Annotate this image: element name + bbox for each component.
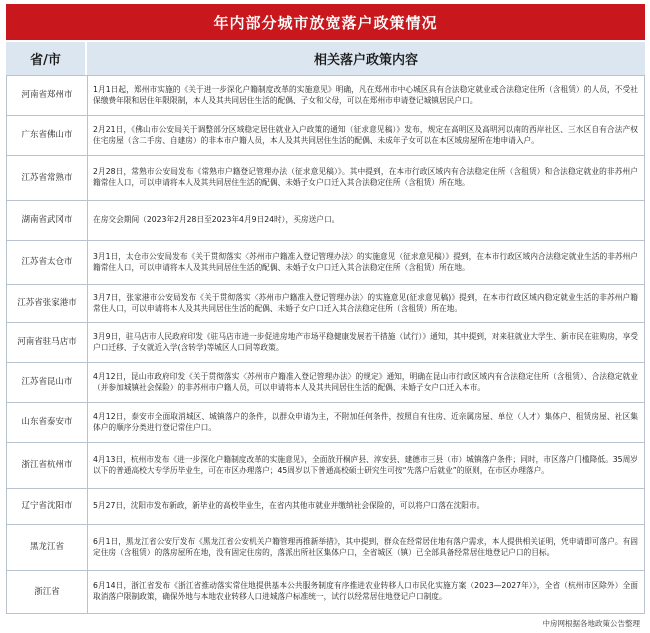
- table-row: [7, 443, 645, 489]
- policy-table: [6, 75, 645, 614]
- table-row: [7, 156, 645, 201]
- row-policy-text: 2月21日，《佛山市公安局关于调整部分区域稳定居住就业入户政策的通知（征求意见稿）》发布，规定在高明区及高明河以南的西岸社区、三水区自有合法产权住宅房屋（含二手房、自建房）的非本市户籍人员，本人及其共同居住生活的配偶、未成年子女可以在本区域房屋所在地申请入户。: [88, 116, 645, 156]
- row-policy-text: 3月7日，张家港市公安局发布《关于贯彻落实〈苏州市户籍准入登记管理办法〉的实施意见(征求意见稿)》提到，在本市行政区域内稳定就业生活的非苏州户籍常住人口，可以申请将本人及其共同居住生活的配偶、未婚子女户口迁入其合法稳定住所（含租赁）所在地。: [88, 285, 645, 323]
- row-city: 浙江省杭州市: [7, 443, 88, 489]
- row-city: 江苏省太仓市: [7, 241, 88, 285]
- table-row: [7, 363, 645, 403]
- row-city: 江苏省张家港市: [7, 285, 88, 323]
- row-policy-text: 在房交会期间（2023年2月28日至2023年4月9日24时），买房送户口。: [88, 201, 645, 241]
- row-city: 浙江省: [7, 571, 88, 614]
- row-policy-text: 4月13日，杭州市发布《进一步深化户籍制度改革的实施意见》，全面放开桐庐县、淳安县、建德市三县（市）城镇落户条件；同时，市区落户门槛降低。35周岁以下的普通高校大专学历毕业生，可在市区办理落户；45周岁以下普通高校硕士研究生可按“先落户后就业”的原则，在市区办理落户。: [88, 443, 645, 489]
- header-city: 省/市: [6, 42, 87, 75]
- table-header: [6, 42, 645, 75]
- table-row: [7, 201, 645, 241]
- row-city: 山东省泰安市: [7, 403, 88, 443]
- row-city: 江苏省昆山市: [7, 363, 88, 403]
- row-policy-text: 1月1日起，郑州市实施的《关于进一步深化户籍制度改革的实施意见》明确，凡在郑州市中心城区具有合法稳定就业或合法稳定住所（含租赁）的人员，不受社保缴费年限和居住年限限制，本人及其共同居住生活的配偶、子女和父母，可以在郑州市申请登记城镇居民户口。: [88, 76, 645, 116]
- row-policy-text: 3月1日，太仓市公安局发布《关于贯彻落实〈苏州市户籍准入登记管理办法〉的实施意见（征求意见稿）》提到，在本市行政区域内合法稳定就业生活的非苏州户籍常住人口，可以申请将本人及其共同居住生活的配偶、未婚子女户口迁入其合法稳定住所（含租赁）所在地。: [88, 241, 645, 285]
- row-city: 河南省驻马店市: [7, 323, 88, 363]
- table-row: [7, 489, 645, 525]
- page-title: 年内部分城市放宽落户政策情况: [6, 4, 645, 40]
- table-row: [7, 323, 645, 363]
- row-policy-text: 6月14日，浙江省发布《浙江省推动落实常住地提供基本公共服务制度有序推进农业转移人口市民化实施方案（2023—2027年）》，全省（杭州市区除外）全面取消落户限制政策，确保外地与本地农业转移人口进城落户标准统一，试行以经常居住地登记户口制度。: [88, 571, 645, 614]
- table-row: [7, 525, 645, 571]
- table-row: [7, 403, 645, 443]
- table-row: [7, 76, 645, 116]
- table-row: [7, 116, 645, 156]
- row-city: 湖南省武冈市: [7, 201, 88, 241]
- row-city: 河南省郑州市: [7, 76, 88, 116]
- row-city: 江苏省常熟市: [7, 156, 88, 201]
- row-policy-text: 4月12日，泰安市全面取消城区、城镇落户的条件，以群众申请为主，不附加任何条件，按照自有住房、近亲属房屋、单位（人才）集体户、租赁房屋、社区集体户的顺序分类进行登记常住户口。: [88, 403, 645, 443]
- row-policy-text: 2月28日，常熟市公安局发布《常熟市户籍登记管理办法（征求意见稿）》。其中提到，在本市行政区域内有合法稳定住所（含租赁）和合法稳定就业的非苏州户籍常住人口，可以申请将本人及其共同居住生活的配偶、未婚子女户口迁入其合法稳定住所（含租赁）所在地。: [88, 156, 645, 201]
- policy-infographic: [6, 4, 645, 614]
- table-row: [7, 285, 645, 323]
- row-policy-text: 5月27日，沈阳市发布新政，新毕业的高校毕业生，在省内其他市就业并缴纳社会保险的，可以将户口落在沈阳市。: [88, 489, 645, 525]
- table-row: [7, 241, 645, 285]
- row-city: 黑龙江省: [7, 525, 88, 571]
- row-policy-text: 6月1日，黑龙江省公安厅发布《黑龙江省公安机关户籍管理再推新举措》，其中提到，群众在经常居住地有落户需求，本人提供相关证明，凭申请即可落户。有固定住房（含租赁）的落房屋所在地，没有固定住房的，落派出所社区集体户口，全省城区（镇）已全部具备经常居住地登记户口的目标。: [88, 525, 645, 571]
- row-city: 辽宁省沈阳市: [7, 489, 88, 525]
- row-policy-text: 3月9日，驻马店市人民政府印发《驻马店市进一步促进房地产市场平稳健康发展若干措施（试行）》通知，其中提到，对来驻就业大学生、新市民在驻购房，享受户口迁移、子女就近入学(含转学)等城区人口同等政策。: [88, 323, 645, 363]
- table-row: [7, 571, 645, 614]
- row-policy-text: 4月12日，昆山市政府印发《关于贯彻落实〈苏州市户籍准入登记管理办法〉的规定》通知，明确在昆山市行政区域内有合法稳定住所（含租赁）、合法稳定就业（并参加城镇社会保险）的非苏州市户籍人员，可以申请将本人及其共同居住生活的配偶、未婚子女户口迁入本市。: [88, 363, 645, 403]
- source-note: 中房网根据各地政策公告整理: [542, 619, 640, 628]
- header-content: 相关落户政策内容: [87, 42, 645, 75]
- row-city: 广东省佛山市: [7, 116, 88, 156]
